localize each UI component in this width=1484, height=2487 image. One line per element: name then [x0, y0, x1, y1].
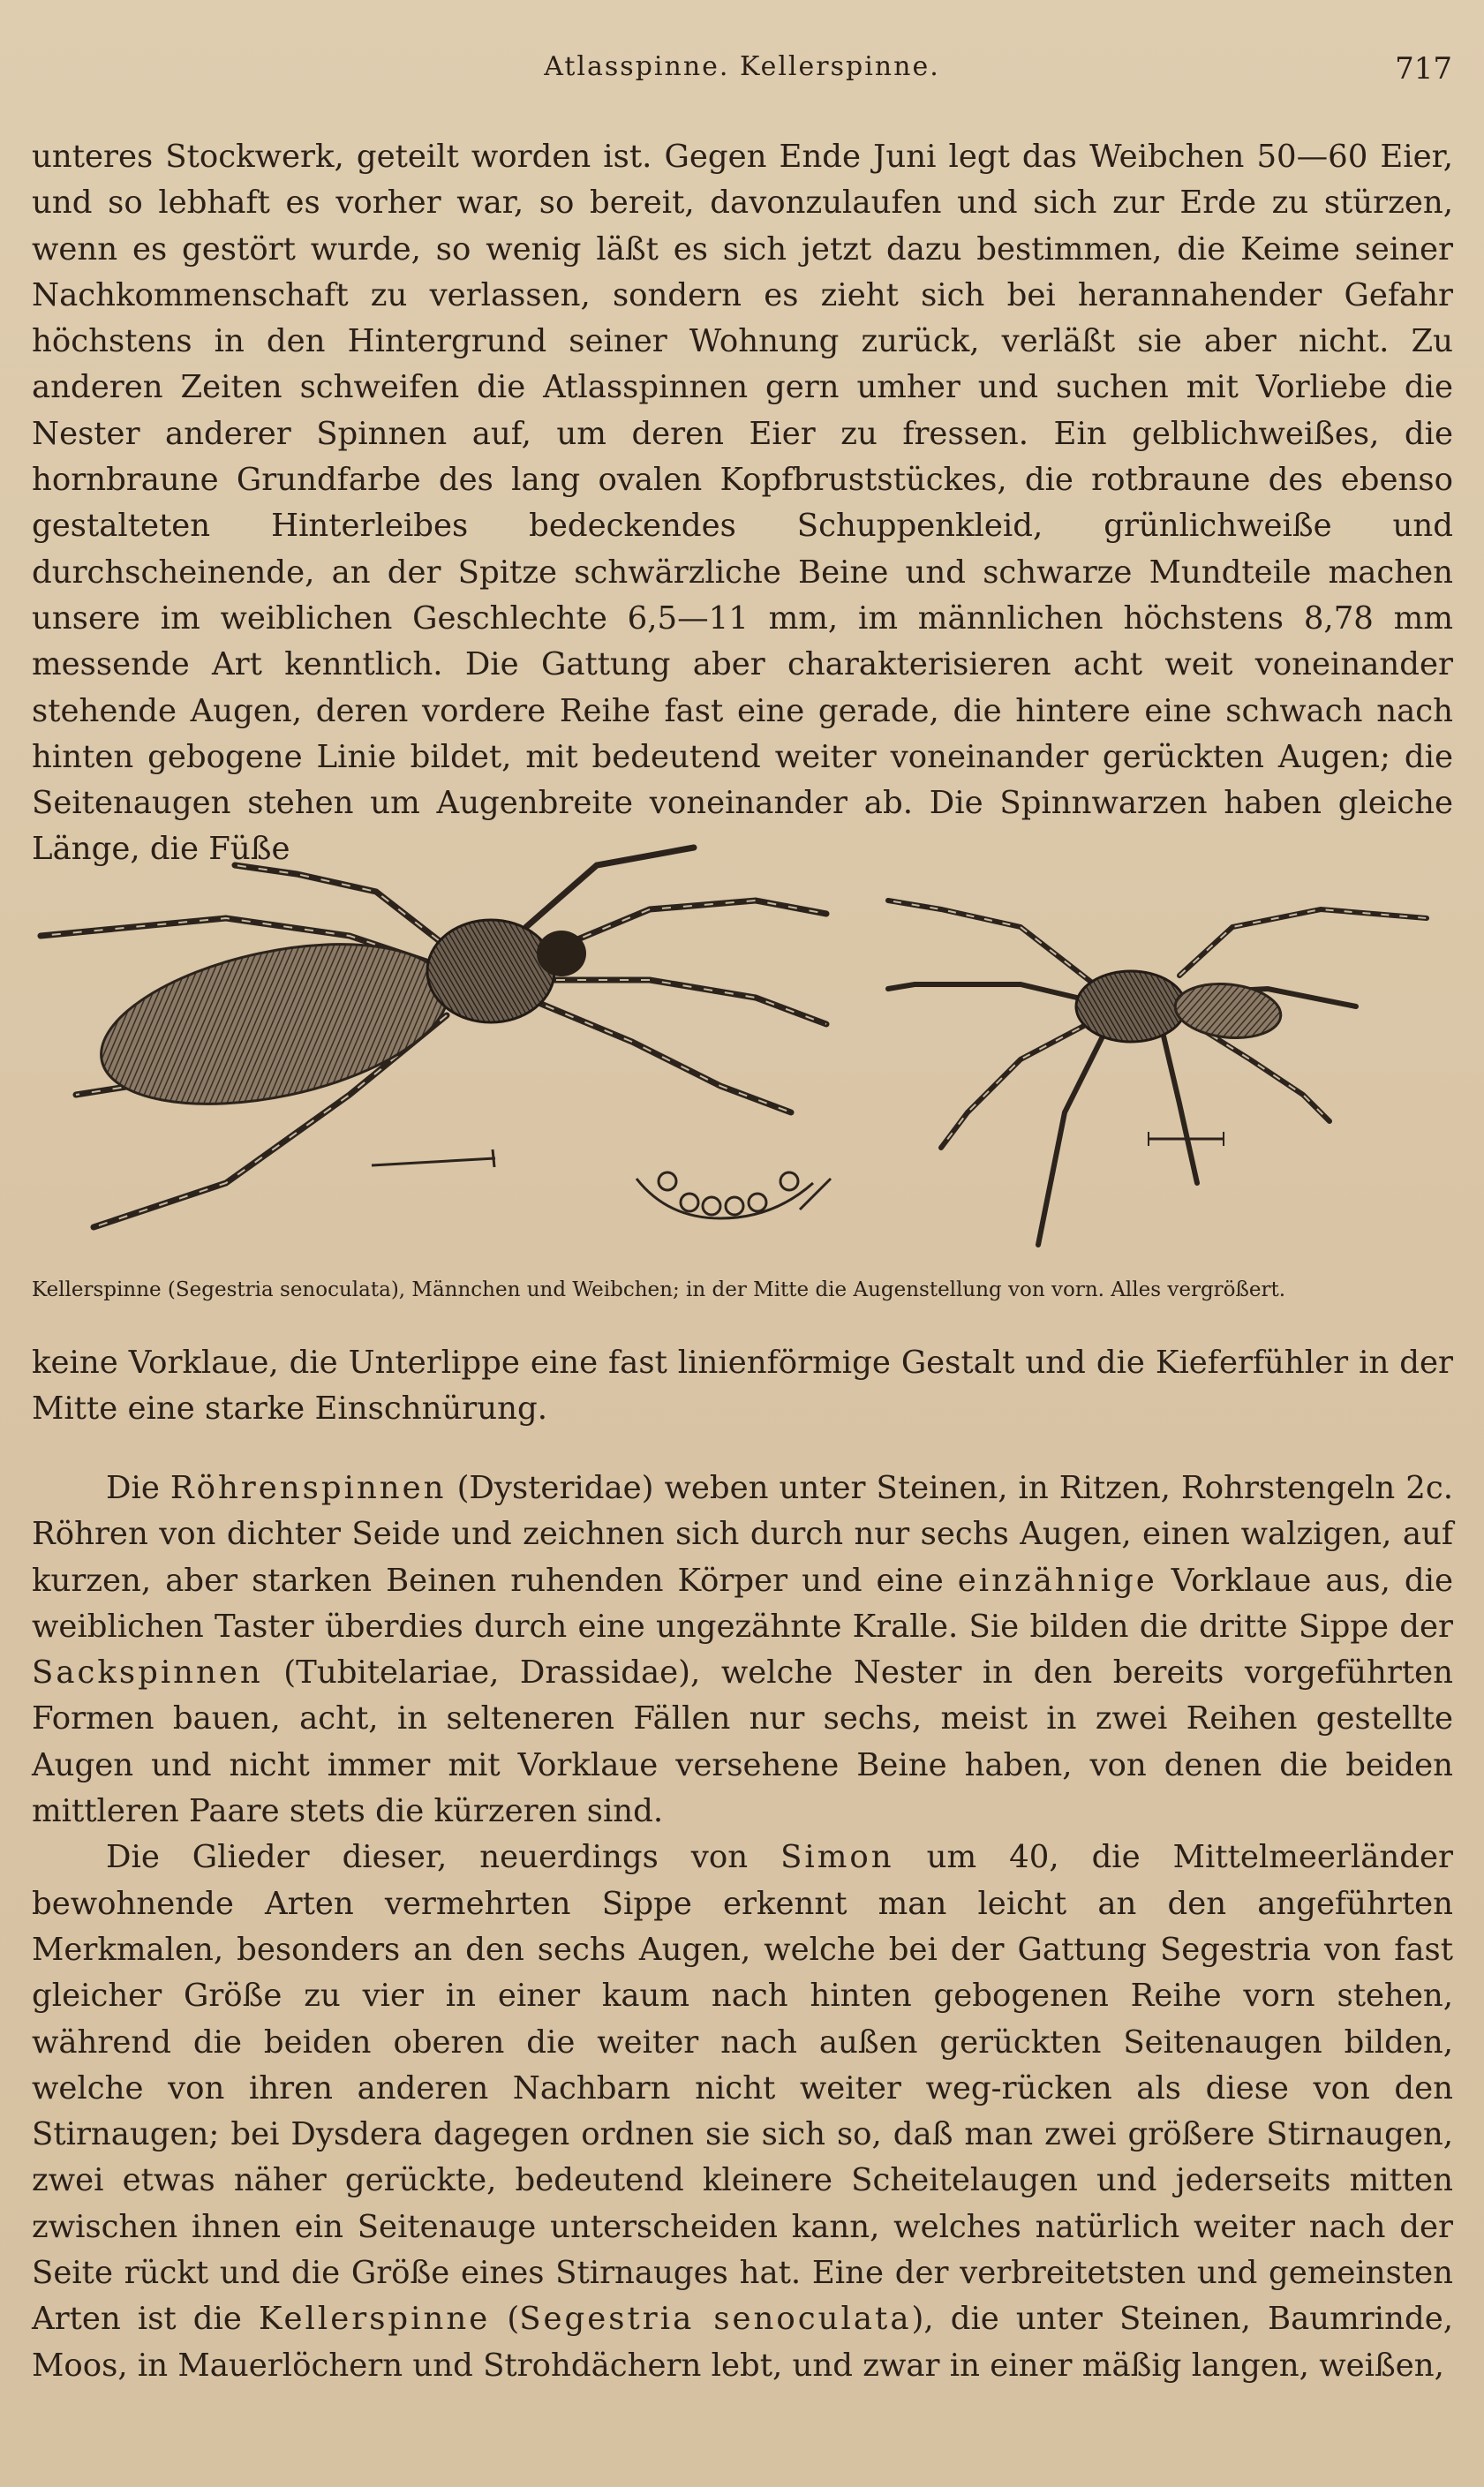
eye-arrangement-diagram [637, 1172, 831, 1218]
figure-caption: Kellerspinne (Segestria senoculata), Männchen und Weibchen; in der Mitte die Augenstellung von vorn. Alles vergrößert. [32, 1278, 1286, 1301]
spaced-term-rohrenspinnen: Röhrenspinnen [169, 1470, 447, 1506]
spaced-term-simon: Simon [780, 1839, 894, 1876]
body-text-after-figure [32, 1340, 1453, 1433]
spider-engraving [32, 830, 1453, 1271]
page-number: 717 [1395, 51, 1452, 87]
page-header [32, 51, 1452, 95]
paragraph-continuation-top: unteres Stockwerk, geteilt worden ist. Gegen Ende Juni legt das Weibchen 50—60 Eier, und so lebhaft es vorher war, so bereit, davonzulaufen und sich zur Erde zu stürzen, wenn es gestört wurde, so wenig läßt es sich jetzt dazu bestimmen, die Keime seiner Nachkommenschaft zu verlassen, sondern es zieht sich bei herannahender Gefahr höchstens in den Hintergrund seiner Wohnung zurück, verläßt sie aber nicht. Zu anderen Zeiten schweifen die Atlasspinnen gern umher und suchen mit Vorliebe die Nester anderer Spinnen auf, um deren Eier zu fressen. Ein gelblichweißes, die hornbraune Grundfarbe des lang ovalen Kopfbruststückes, die rotbraune des ebenso gestalteten Hinterleibes bedeckendes Schuppenkleid, grünlichweiße und durchscheinende, an der Spitze schwärzliche Beine und schwarze Mundteile machen unsere im weiblichen Geschlechte 6,5—11 mm, im männlichen höchstens 8,78 mm messende Art kenntlich. Die Gattung aber charakterisieren acht weit voneinander stehende Augen, deren vordere Reihe fast eine gerade, die hintere eine schwach nach hinten gebogene Linie bildet, mit bedeutend weiter voneinander gerückten Augen; die Seitenaugen stehen um Augenbreite voneinander ab. Die Spinnwarzen haben gleiche Länge, die Füße [32, 139, 1453, 868]
text-run: um 40, die Mittelmeerländer bewohnende Arten vermehrten Sippe erkennt man leicht an den angeführten Merkmalen, besonders an den sechs Augen, welche bei der Gattung Segestria von fast gleicher Größe zu vier in einer kaum nach hinten gebogenen Reihe vorn stehen, während die beiden oberen die weiter nach außen gerückten Seitenaugen bilden, welche von ihren anderen Nachbarn nicht weiter weg-rücken als diese von den Stirnaugen; bei Dysdera dagegen ordnen sie sich so, daß man zwei größere Stirnaugen, zwei etwas näher gerückte, bedeutend kleinere Scheitelaugen und jederseits mitten zwischen ihnen ein Seitenauge unterscheiden kann, welches natürlich weiter nach der Seite rückt und die Größe eines Stirnauges hat. Eine der verbreitetsten und gemeinsten Arten ist die [32, 1839, 1453, 2338]
spaced-term-kellerspinne: Kellerspinne [258, 2301, 491, 2338]
text-run: Die Glieder dieser, neuerdings von [106, 1839, 781, 1876]
paragraph-continued: keine Vorklaue, die Unterlippe eine fast linienförmige Gestalt und die Kieferfühler in der Mitte eine starke Einschnürung. [32, 1345, 1453, 1428]
text-run: Vorklaue aus, die weiblichen Taster überdies durch eine ungezähnte Kralle. Sie bilden die dritte Sippe der [32, 1562, 1453, 1645]
male-spider-figure [888, 901, 1427, 1245]
body-text-bottom [32, 1466, 1453, 2389]
body-text-top [32, 134, 1453, 873]
spaced-term-sackspinnen: Sackspinnen [32, 1654, 263, 1692]
paragraph-rohrenspinnen [32, 1466, 1453, 1835]
text-run: ( [490, 2301, 520, 2338]
text-run: Die [106, 1470, 170, 1506]
spaced-term-einzahnige: einzähnige [957, 1562, 1157, 1599]
text-run: ), die unter Steinen, Baumrinde, Moos, in Mauerlöchern und Strohdächern lebt, und zwar in einer mäßig langen, weißen, [32, 2301, 1454, 2384]
spider-illustration [32, 830, 1453, 1271]
female-spider-figure [41, 848, 826, 1227]
paragraph-glieder [32, 1835, 1453, 2389]
spaced-term-segestria: Segestria senoculata [519, 2301, 912, 2338]
text-run: (Tubitelariae, Drassidae), welche Nester in den bereits vorgeführten Formen bauen, acht, in selteneren Fällen nur sechs, meist in zwei Reihen gestellte Augen und nicht immer mit Vorklaue versehene Beine haben, von denen die beiden mittleren Paare stets die kürzeren sind. [32, 1654, 1453, 1830]
running-title: Atlasspinne. Kellerspinne. [544, 51, 940, 82]
text-run: (Dysteridae) weben unter Steinen, in Ritzen, Rohrstengeln 2c. Röhren von dichter Seide und zeichnen sich durch nur sechs Augen, einen walzigen, auf kurzen, aber starken Beinen ruhenden Körper und eine [32, 1470, 1453, 1599]
